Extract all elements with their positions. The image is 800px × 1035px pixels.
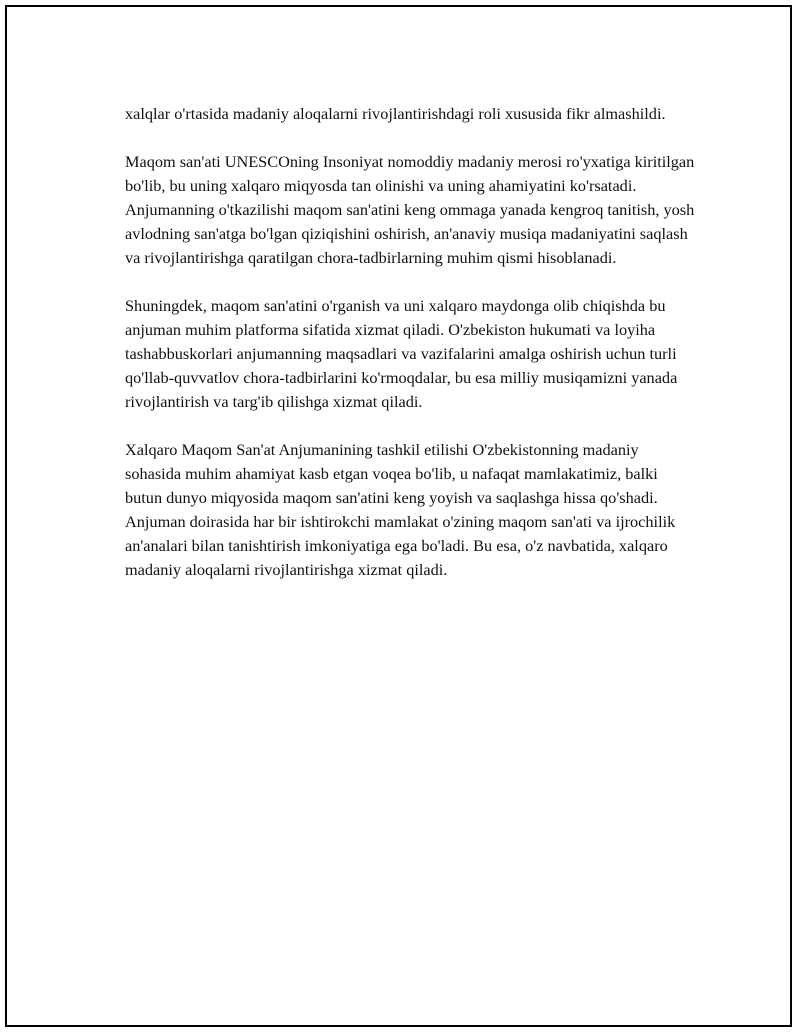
paragraph-3: Shuningdek, maqom san'atini o'rganish va uni xalqaro maydonga olib chiqishda bu anjuman muhim platforma sifatida xizmat qiladi. O'zbekiston hukumati va loyiha tashabbuskorlari anjumanning maqsadlari va vazifalarini amalga oshirish uchun turli qo'llab-quvvatlov chora-tadbirlarini ko'rmoqdalar, bu esa milliy musiqamizni yanada rivojlantirish va targ'ib qilishga xizmat qiladi. [125, 296, 678, 411]
paragraph-4: Xalqaro Maqom San'at Anjumanining tashkil etilishi O'zbekistonning madaniy sohasida muhim ahamiyat kasb etgan voqea bo'lib, u nafaqat mamlakatimiz, balki butun dunyo miqyosida maqom san'atini keng yoyish va saqlashga hissa qo'shadi. Anjuman doirasida har bir ishtirokchi mamlakat o'zining maqom san'ati va ijrochilik an'analari bilan tanishtirish imkoniyatiga ega bo'ladi. Bu esa, o'z navbatida, xalqaro madaniy aloqalarni rivojlantirishga xizmat qiladi. [125, 440, 676, 579]
document-page [5, 5, 792, 1027]
paragraph-2: Maqom san'ati UNESCOning Insoniyat nomoddiy madaniy merosi ro'yxatiga kiritilgan bo'lib, bu uning xalqaro miqyosda tan olinishi va uning ahamiyatini ko'rsatadi. Anjumanning o'tkazilishi maqom san'atini keng ommaga yanada kengroq tanitish, yosh avlodning san'atga bo'lgan qiziqishini oshirish, an'anaviy musiqa madaniyatini saqlash va rivojlantirishga qaratilgan chora-tadbirlarning muhim qismi hisoblanadi. [125, 152, 695, 267]
document-body [125, 102, 697, 582]
paragraph-1: xalqlar o'rtasida madaniy aloqalarni rivojlantirishdagi roli xususida fikr almashildi. [125, 104, 666, 123]
